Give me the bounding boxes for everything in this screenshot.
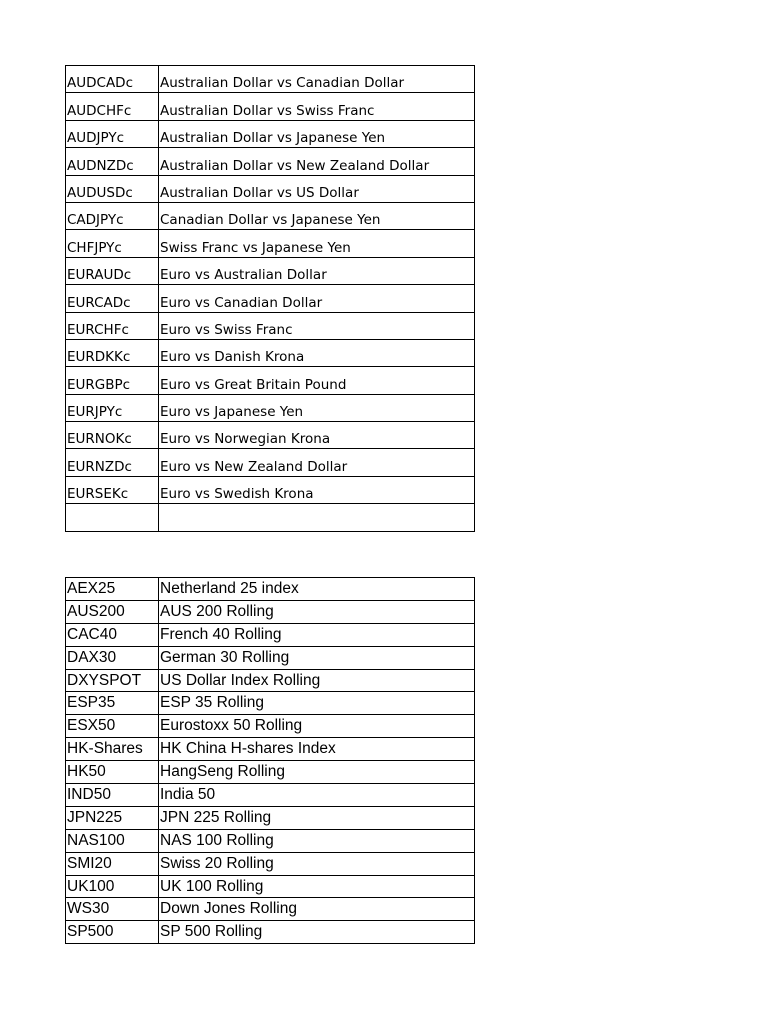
table-row [66, 852, 475, 875]
table-row [66, 829, 475, 852]
table-row [66, 367, 475, 394]
description-cell: India 50 [159, 784, 475, 807]
symbol-cell: AUDCHFc [66, 93, 159, 120]
symbol-cell [66, 504, 159, 531]
description-cell: ESP 35 Rolling [159, 692, 475, 715]
description-cell: Australian Dollar vs Swiss Franc [159, 93, 475, 120]
symbol-cell: CAC40 [66, 623, 159, 646]
description-cell [159, 504, 475, 531]
symbol-cell: ESP35 [66, 692, 159, 715]
description-cell: Canadian Dollar vs Japanese Yen [159, 202, 475, 229]
description-cell: Australian Dollar vs Japanese Yen [159, 120, 475, 147]
symbol-cell: EURDKKc [66, 339, 159, 366]
table-row [66, 921, 475, 944]
table-row [66, 646, 475, 669]
table-row [66, 875, 475, 898]
table-row [66, 476, 475, 503]
description-cell: Euro vs Japanese Yen [159, 394, 475, 421]
description-cell: SP 500 Rolling [159, 921, 475, 944]
description-cell: JPN 225 Rolling [159, 806, 475, 829]
symbol-cell: CADJPYc [66, 202, 159, 229]
table-row [66, 806, 475, 829]
table-row-empty [66, 504, 475, 531]
description-cell: German 30 Rolling [159, 646, 475, 669]
symbol-cell: NAS100 [66, 829, 159, 852]
description-cell: US Dollar Index Rolling [159, 669, 475, 692]
description-cell: Australian Dollar vs New Zealand Dollar [159, 148, 475, 175]
table-row [66, 422, 475, 449]
table-row [66, 898, 475, 921]
table-row [66, 761, 475, 784]
table-row [66, 600, 475, 623]
description-cell: Euro vs Canadian Dollar [159, 285, 475, 312]
symbol-cell: HK-Shares [66, 738, 159, 761]
symbol-cell: AUDNZDc [66, 148, 159, 175]
description-cell: Euro vs Swiss Franc [159, 312, 475, 339]
table-row [66, 692, 475, 715]
symbol-cell: EURCADc [66, 285, 159, 312]
symbol-cell: DAX30 [66, 646, 159, 669]
description-cell: AUS 200 Rolling [159, 600, 475, 623]
symbol-cell: JPN225 [66, 806, 159, 829]
symbol-cell: EURJPYc [66, 394, 159, 421]
symbol-cell: AUDJPYc [66, 120, 159, 147]
symbol-cell: AUDCADc [66, 66, 159, 93]
description-cell: Eurostoxx 50 Rolling [159, 715, 475, 738]
table-row [66, 175, 475, 202]
symbol-cell: CHFJPYc [66, 230, 159, 257]
symbol-cell: EURCHFc [66, 312, 159, 339]
symbol-cell: WS30 [66, 898, 159, 921]
symbol-cell: SMI20 [66, 852, 159, 875]
symbol-cell: EURGBPc [66, 367, 159, 394]
table-row [66, 669, 475, 692]
description-cell: UK 100 Rolling [159, 875, 475, 898]
fx-pairs-body [66, 66, 475, 532]
symbol-cell: DXYSPOT [66, 669, 159, 692]
table-row [66, 738, 475, 761]
description-cell: Australian Dollar vs US Dollar [159, 175, 475, 202]
description-cell: NAS 100 Rolling [159, 829, 475, 852]
symbol-cell: EURNOKc [66, 422, 159, 449]
description-cell: Swiss 20 Rolling [159, 852, 475, 875]
table-row [66, 784, 475, 807]
description-cell: Euro vs Norwegian Krona [159, 422, 475, 449]
fx-pairs-table [65, 65, 475, 532]
symbol-cell: HK50 [66, 761, 159, 784]
description-cell: Swiss Franc vs Japanese Yen [159, 230, 475, 257]
table-row [66, 312, 475, 339]
table-row [66, 93, 475, 120]
symbol-cell: AEX25 [66, 578, 159, 601]
table-row [66, 285, 475, 312]
indices-body [66, 578, 475, 944]
symbol-cell: AUS200 [66, 600, 159, 623]
symbol-cell: ESX50 [66, 715, 159, 738]
table-row [66, 715, 475, 738]
description-cell: Euro vs Swedish Krona [159, 476, 475, 503]
symbol-cell: EURNZDc [66, 449, 159, 476]
indices-table [65, 577, 475, 944]
description-cell: HangSeng Rolling [159, 761, 475, 784]
symbol-cell: SP500 [66, 921, 159, 944]
table-row [66, 578, 475, 601]
description-cell: Euro vs New Zealand Dollar [159, 449, 475, 476]
table-row [66, 66, 475, 93]
table-row [66, 623, 475, 646]
symbol-cell: AUDUSDc [66, 175, 159, 202]
description-cell: Euro vs Danish Krona [159, 339, 475, 366]
table-row [66, 202, 475, 229]
table-row [66, 449, 475, 476]
description-cell: HK China H-shares Index [159, 738, 475, 761]
table-row [66, 148, 475, 175]
description-cell: Netherland 25 index [159, 578, 475, 601]
table-row [66, 120, 475, 147]
symbol-cell: UK100 [66, 875, 159, 898]
table-row [66, 230, 475, 257]
description-cell: Down Jones Rolling [159, 898, 475, 921]
description-cell: Australian Dollar vs Canadian Dollar [159, 66, 475, 93]
description-cell: French 40 Rolling [159, 623, 475, 646]
description-cell: Euro vs Australian Dollar [159, 257, 475, 284]
description-cell: Euro vs Great Britain Pound [159, 367, 475, 394]
symbol-cell: IND50 [66, 784, 159, 807]
table-row [66, 339, 475, 366]
symbol-cell: EURSEKc [66, 476, 159, 503]
symbol-cell: EURAUDc [66, 257, 159, 284]
table-row [66, 394, 475, 421]
table-row [66, 257, 475, 284]
